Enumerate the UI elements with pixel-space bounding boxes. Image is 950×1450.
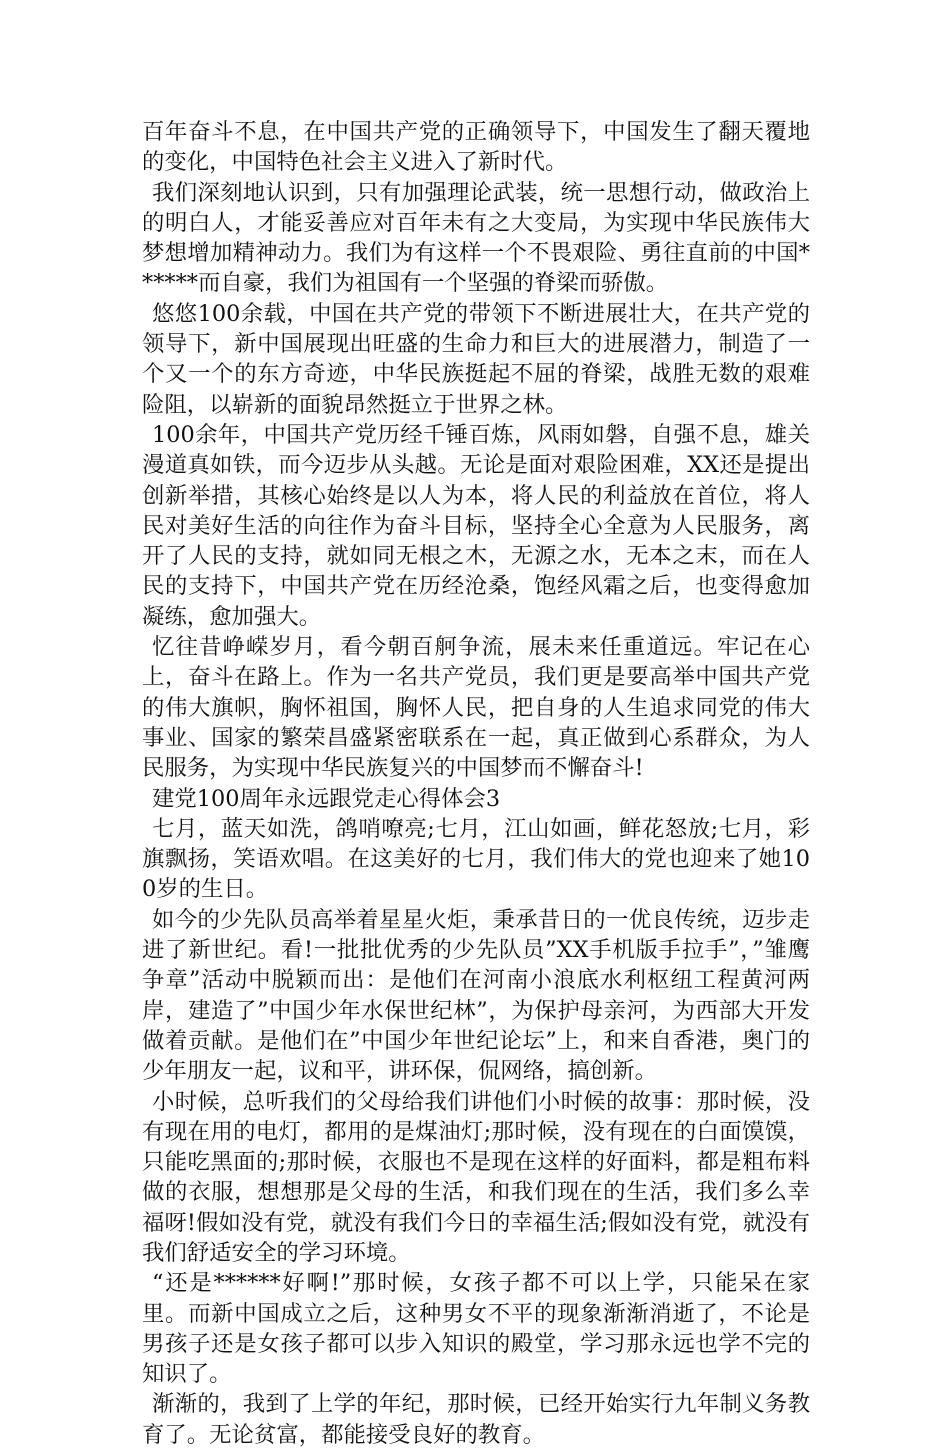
- paragraph-8: 如今的少先队员高举着星星火炬，秉承昔日的一优良传统，迈步走进了新世纪。看!一批批优秀的少先队员”XX手机版手拉手”，”雏鹰争章”活动中脱颖而出：是他们在河南小浪底水利枢纽工程黄河两岸，建造了”中国少年水保世纪林”，为保护母亲河，为西部大开发做着贡献。是他们在”中国少年世纪论坛”上，和来自香港，奥门的少年朋友一起，议和平，讲环保，侃网络，搞创新。: [142, 906, 810, 1085]
- paragraph-7: 七月，蓝天如洗，鸽哨嘹亮;七月，江山如画，鲜花怒放;七月，彩旗飘扬，笑语欢唱。在这美好的七月，我们伟大的党也迎来了她100岁的生日。: [142, 815, 810, 903]
- paragraph-1: 百年奋斗不息，在中国共产党的正确领导下，中国发生了翻天覆地的变化，中国特色社会主义进入了新时代。: [142, 119, 810, 176]
- paragraph-11: 渐渐的，我到了上学的年纪，那时候，已经开始实行九年制义务教育了。无论贫富，都能接受良好的教育。: [142, 1391, 810, 1448]
- paragraph-10: “还是******好啊!”那时候，女孩子都不可以上学，只能呆在家里。而新中国成立之后，这种男女不平的现象渐渐消逝了，不论是男孩子还是女孩子都可以步入知识的殿堂，学习那永远也学不完的知识了。: [142, 1270, 810, 1388]
- paragraph-2: 我们深刻地认识到，只有加强理论武装，统一思想行动，做政治上的明白人，才能妥善应对百年未有之大变局，为实现中华民族伟大梦想增加精神动力。我们为有这样一个不畏艰险、勇往直前的中国******而自豪，我们为祖国有一个坚强的脊梁而骄傲。: [142, 179, 810, 297]
- document-body: [142, 117, 810, 1450]
- section-heading: 建党100周年永远跟党走心得体会3: [152, 785, 501, 812]
- paragraph-3: 悠悠100余载，中国在共产党的带领下不断进展壮大，在共产党的领导下，新中国展现出旺盛的生命力和巨大的进展潜力，制造了一个又一个的东方奇迹，中华民族挺起不屈的脊梁，战胜无数的艰难险阻，以崭新的面貌昂然挺立于世界之林。: [142, 300, 810, 418]
- paragraph-5: 忆往昔峥嵘岁月，看今朝百舸争流，展未来任重道远。牢记在心上，奋斗在路上。作为一名共产党员，我们更是要高举中国共产党的伟大旗帜，胸怀祖国，胸怀人民，把自身的人生追求同党的伟大事业、国家的繁荣昌盛紧密联系在一起，真正做到心系群众，为人民服务，为实现中华民族复兴的中国梦而不懈奋斗!: [142, 634, 810, 782]
- paragraph-9: 小时候，总听我们的父母给我们讲他们小时候的故事：那时候，没有现在用的电灯，都用的是煤油灯;那时候，没有现在的白面馍馍，只能吃黑面的;那时候，衣服也不是现在这样的好面料，都是粗布料做的衣服，想想那是父母的生活，和我们现在的生活，我们多么幸福呀!假如没有党，就没有我们今日的幸福生活;假如没有党，就没有我们舒适安全的学习环境。: [142, 1088, 810, 1266]
- paragraph-4: 100余年，中国共产党历经千锤百炼，风雨如磐，自强不息，雄关漫道真如铁，而今迈步从头越。无论是面对艰险困难，XX还是提出创新举措，其核心始终是以人为本，将人民的利益放在首位，将人民对美好生活的向往作为奋斗目标，坚持全心全意为人民服务，离开了人民的支持，就如同无根之木，无源之水，无本之末，而在人民的支持下，中国共产党在历经沧桑，饱经风霜之后，也变得愈加凝练，愈加强大。: [142, 421, 810, 630]
